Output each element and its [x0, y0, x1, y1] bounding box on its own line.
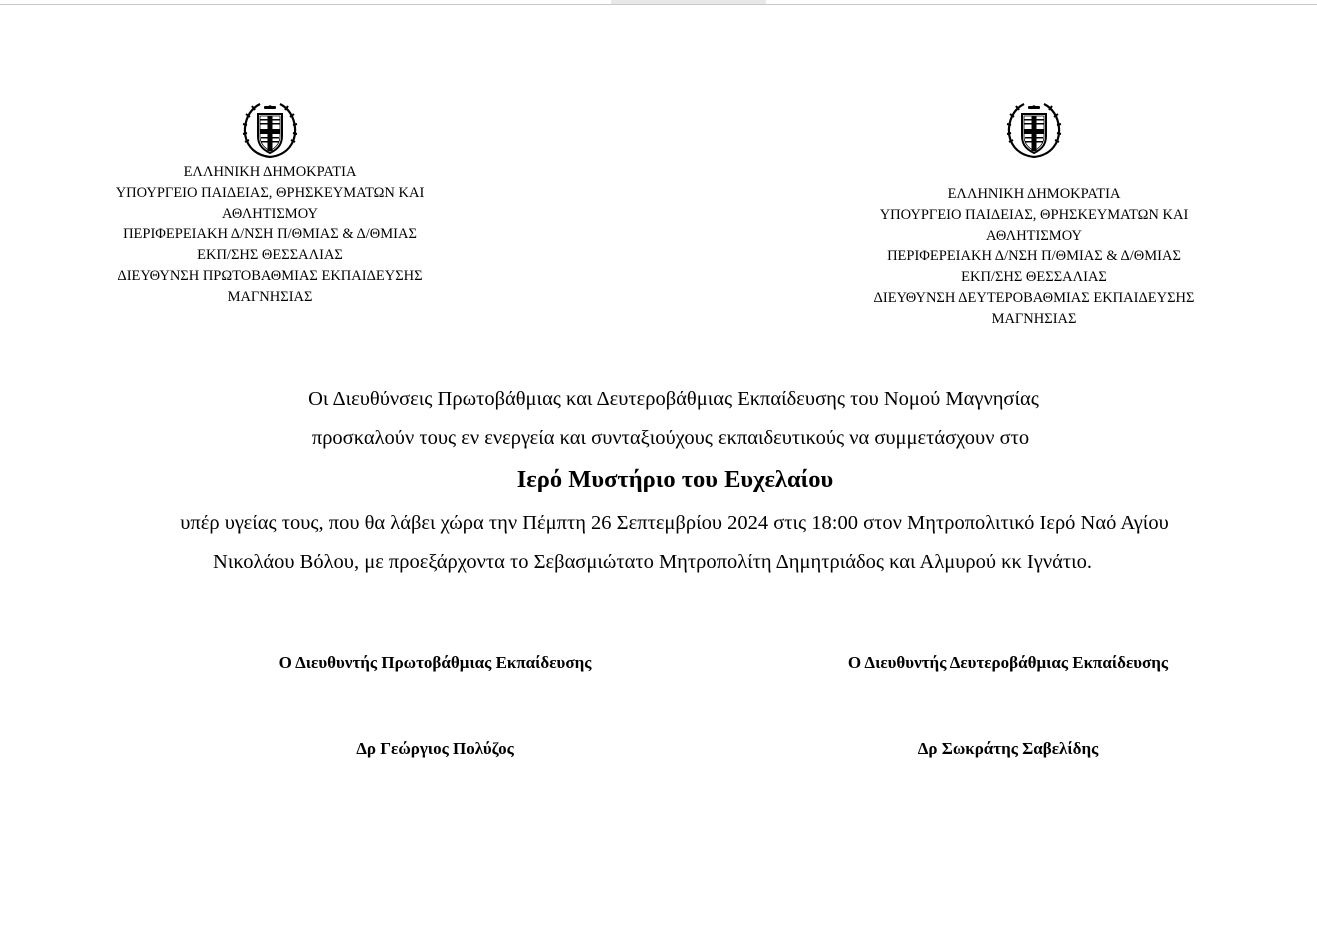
greek-coat-of-arms-icon	[240, 100, 300, 160]
header-right-line: ΔΙΕΥΘΥΝΣΗ ΔΕΥΤΕΡΟΒΑΘΜΙΑΣ ΕΚΠΑΙΔΕΥΣΗΣ	[873, 289, 1195, 306]
page-top-border	[0, 4, 1317, 5]
header-right-line: ΑΘΛΗΤΙΣΜΟΥ	[986, 227, 1082, 244]
header-left-line: ΕΚΠ/ΣΗΣ ΘΕΣΣΑΛΙΑΣ	[197, 247, 343, 264]
header-right-line: ΠΕΡΙΦΕΡΕΙΑΚΗ Δ/ΝΣΗ Π/ΘΜΙΑΣ & Δ/ΘΜΙΑΣ	[887, 248, 1181, 265]
header-left-line: ΔΙΕΥΘΥΝΣΗ ΠΡΩΤΟΒΑΘΜΙΑΣ ΕΚΠΑΙΔΕΥΣΗΣ	[117, 267, 423, 284]
toolbar-edge	[611, 0, 766, 4]
signature-left-name: Δρ Γεώργιος Πολύζος	[356, 739, 514, 758]
invitation-line-3: υπέρ υγείας τους, που θα λάβει χώρα την Πέμπτη 26 Σεπτεμβρίου 2024 στις 18:00 στον Μητροπολιτικό Ιερό Ναό Αγίου	[180, 512, 1169, 534]
header-right	[854, 100, 1214, 330]
greek-coat-of-arms-icon	[1004, 100, 1064, 160]
header-left	[90, 100, 450, 308]
header-right-line: ΜΑΓΝΗΣΙΑΣ	[991, 310, 1077, 327]
event-title: Ιερό Μυστήριο του Ευχελαίου	[516, 466, 834, 493]
header-right-line: ΕΚΠ/ΣΗΣ ΘΕΣΣΑΛΙΑΣ	[961, 269, 1107, 286]
invitation-line-4: Νικολάου Βόλου, με προεξάρχοντα το Σεβασμιώτατο Μητροπολίτη Δημητριάδος και Αλμυρού κκ Ιγνάτιο.	[213, 551, 1092, 573]
header-left-line: ΜΑΓΝΗΣΙΑΣ	[227, 288, 313, 305]
signature-left-role: Ο Διευθυντής Πρωτοβάθμιας Εκπαίδευσης	[278, 653, 592, 672]
signature-right-name: Δρ Σωκράτης Σαβελίδης	[917, 739, 1099, 758]
signature-right-role: Ο Διευθυντής Δευτεροβάθμιας Εκπαίδευσης	[847, 653, 1169, 672]
invitation-line-2: προσκαλούν τους εν ενεργεία και συνταξιούχους εκπαιδευτικούς να συμμετάσχουν στο	[311, 427, 1030, 449]
invitation-line-1: Οι Διευθύνσεις Πρωτοβάθμιας και Δευτεροβάθμιας Εκπαίδευσης του Νομού Μαγνησίας	[308, 388, 1039, 410]
header-right-line: ΕΛΛΗΝΙΚΗ ΔΗΜΟΚΡΑΤΙΑ	[947, 186, 1121, 202]
header-left-line: ΥΠΟΥΡΓΕΙΟ ΠΑΙΔΕΙΑΣ, ΘΡΗΣΚΕΥΜΑΤΩΝ ΚΑΙ	[115, 184, 425, 201]
header-right-line: ΥΠΟΥΡΓΕΙΟ ΠΑΙΔΕΙΑΣ, ΘΡΗΣΚΕΥΜΑΤΩΝ ΚΑΙ	[879, 206, 1189, 223]
header-left-line: ΠΕΡΙΦΕΡΕΙΑΚΗ Δ/ΝΣΗ Π/ΘΜΙΑΣ & Δ/ΘΜΙΑΣ	[123, 226, 417, 243]
header-left-line: ΕΛΛΗΝΙΚΗ ΔΗΜΟΚΡΑΤΙΑ	[183, 164, 357, 180]
header-left-line: ΑΘΛΗΤΙΣΜΟΥ	[222, 205, 318, 222]
